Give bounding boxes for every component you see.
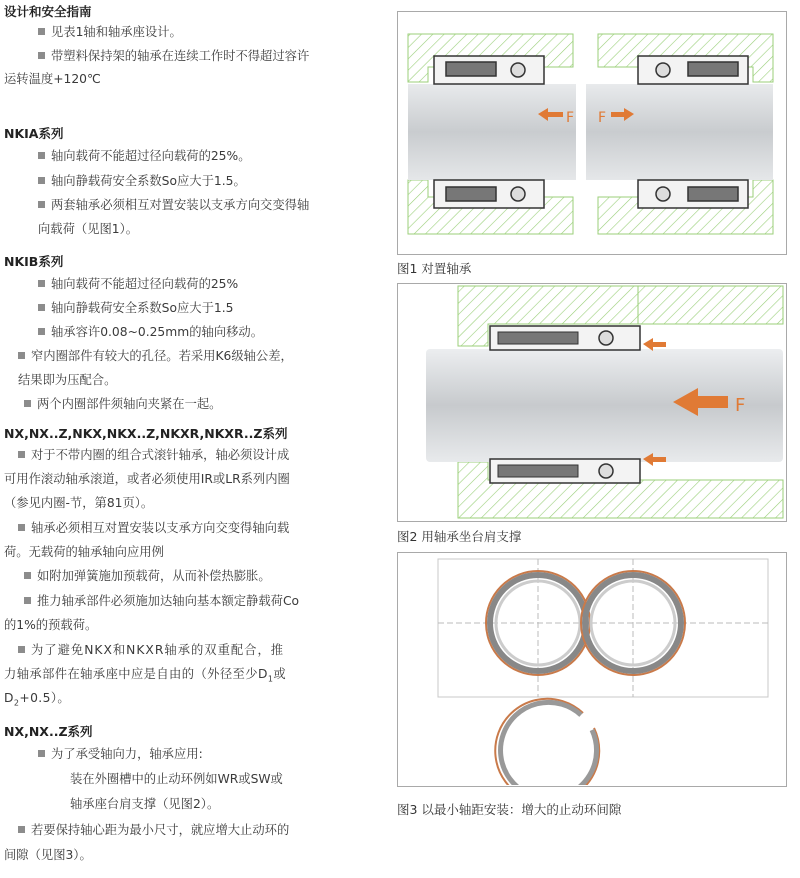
min-axis-distance-diagram (398, 553, 785, 785)
figure-2-caption: 图2 用轴承坐台肩支撑 (397, 529, 522, 544)
list-item: 带塑料保持架的轴承在连续工作时不得超过容许 (38, 46, 309, 66)
design-heading: 设计和安全指南 (4, 4, 92, 19)
list-item-cont: 轴承座台肩支撑（见图2）。 (70, 797, 220, 811)
list-item-cont: 运转温度+120℃ (4, 72, 101, 86)
square-bullet-icon (38, 201, 45, 208)
bearing-bottom-right (638, 180, 748, 208)
list-item: 轴向载荷不能超过径向载荷的25%。 (38, 146, 251, 166)
list-item: 两套轴承必须相互对置安装以支承方向交变得轴 (38, 195, 309, 215)
list-item: 两个内圈部件须轴向夹紧在一起。 (24, 394, 221, 414)
square-bullet-icon (24, 572, 31, 579)
list-item: 轴向静载荷安全系数So应大于1.5。 (38, 171, 246, 191)
bearing-top-left (434, 56, 544, 84)
bearing-bottom-left (434, 180, 544, 208)
list-item: 推力轴承部件必须施加达轴向基本额定静载荷Co (24, 591, 299, 611)
list-item-cont: 装在外圈槽中的止动环例如WR或SW或 (70, 772, 283, 786)
list-item-cont: 结果即为压配合。 (18, 373, 117, 387)
shoulder-support-diagram (398, 284, 785, 520)
list-item: 轴向静载荷安全系数So应大于1.5 (38, 298, 233, 318)
square-bullet-icon (38, 177, 45, 184)
list-item: 轴向载荷不能超过径向载荷的25% (38, 274, 238, 294)
force-label: F (735, 395, 746, 416)
square-bullet-icon (38, 152, 45, 159)
list-item-cont: $D_2+0.5$）。 (4, 691, 71, 708)
square-bullet-icon (38, 28, 45, 35)
bearing-top-right (638, 56, 748, 84)
nkib-heading: NKIB系列 (4, 254, 64, 269)
list-item: 对于不带内圈的组合式滚针轴承，轴必须设计成 (18, 445, 289, 465)
square-bullet-icon (24, 597, 31, 604)
square-bullet-icon (38, 304, 45, 311)
opposed-bearings-diagram (398, 12, 785, 253)
list-item: 为了承受轴向力，轴承应用: (38, 744, 203, 764)
square-bullet-icon (18, 826, 25, 833)
figure-2 (397, 283, 787, 522)
square-bullet-icon (38, 280, 45, 287)
list-item: 为了避免NKX和NKXR轴承的双重配合，推 (18, 640, 284, 660)
list-item: 见表1轴和轴承座设计。 (38, 22, 182, 42)
square-bullet-icon (38, 750, 45, 757)
figure-3 (397, 552, 787, 787)
list-item-cont: （参见内圈-节，第81页）。 (4, 496, 154, 510)
nx-heading: NX,NX..Z,NKX,NKX..Z,NKXR,NKXR..Z系列 (4, 426, 288, 441)
square-bullet-icon (24, 400, 31, 407)
figure-1 (397, 11, 787, 255)
nxz-heading: NX,NX..Z系列 (4, 724, 93, 739)
list-item: 若要保持轴心距为最小尺寸，就应增大止动环的 (18, 820, 289, 840)
list-item-cont: 可用作滚动轴承滚道，或者必须使用IR或LR系列内圈 (4, 472, 290, 486)
square-bullet-icon (38, 52, 45, 59)
square-bullet-icon (18, 352, 25, 359)
square-bullet-icon (38, 328, 45, 335)
force-label-left: F (566, 110, 575, 126)
list-item: 窄内圈部件有较大的孔径。若采用K6级轴公差， (18, 346, 293, 366)
square-bullet-icon (18, 524, 25, 531)
square-bullet-icon (18, 451, 25, 458)
list-item-cont: 间隙（见图3）。 (4, 848, 92, 862)
figure-1-caption: 图1 对置轴承 (397, 261, 472, 276)
figure-3-caption: 图3 以最小轴距安装：增大的止动环间隙 (397, 802, 622, 817)
square-bullet-icon (18, 646, 25, 653)
nkia-heading: NKIA系列 (4, 126, 64, 141)
list-item: 轴承容许0.08~0.25mm的轴向移动。 (38, 322, 263, 342)
list-item-cont: 向载荷（见图1）。 (38, 222, 139, 236)
list-item-cont: 的1%的预载荷。 (4, 618, 98, 632)
list-item: 轴承必须相互对置安装以支承方向交变得轴向载 (18, 518, 289, 538)
force-label-right: F (598, 110, 607, 126)
list-item-cont: 力轴承部件在轴承座中应是自由的（外径至少$D_1$或 (4, 667, 287, 684)
list-item: 如附加弹簧施加预载荷，从而补偿热膨胀。 (24, 566, 271, 586)
list-item-cont: 荷。无载荷的轴承轴向应用例 (4, 545, 164, 559)
